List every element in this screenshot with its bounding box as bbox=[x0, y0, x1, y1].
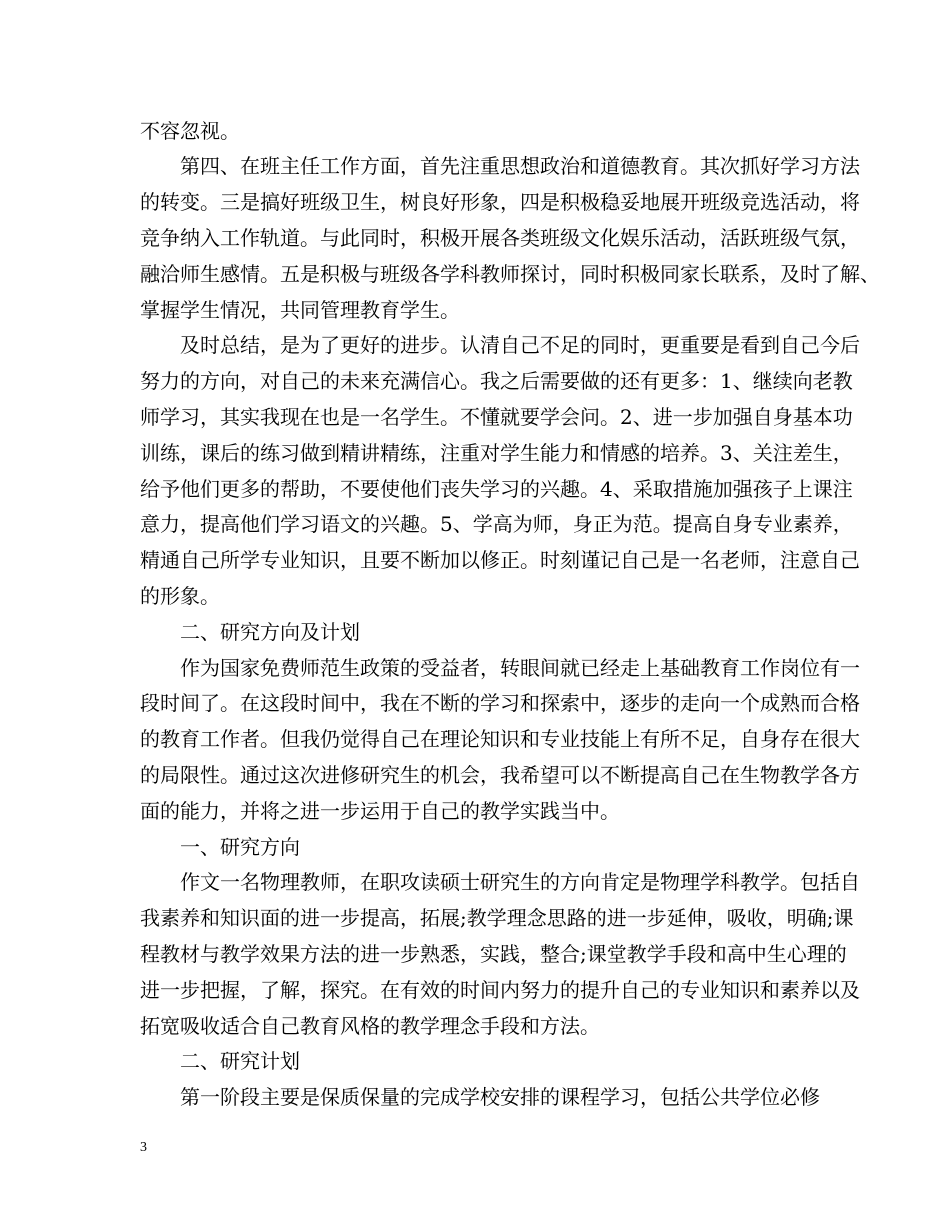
text-line: 师学习，其实我现在也是一名学生。不懂就要学会问。2、进一步加强自身基本功 bbox=[140, 405, 853, 429]
text-line: 及时总结，是为了更好的进步。认清自己不足的同时，更重要是看到自己今后 bbox=[180, 333, 860, 357]
text-line: 我素养和知识面的进一步提高，拓展;教学理念思路的进一步延伸，吸收，明确;课 bbox=[140, 906, 854, 930]
text-line: 的局限性。通过这次进修研究生的机会，我希望可以不断提高自己在生物教学各方 bbox=[140, 763, 860, 787]
text-line: 进一步把握，了解，探究。在有效的时间内努力的提升自己的专业知识和素养以及 bbox=[140, 978, 860, 1002]
text-line: 训练，课后的练习做到精讲精练，注重对学生能力和情感的培养。3、关注差生， bbox=[140, 441, 853, 465]
section-heading: 一、研究方向 bbox=[180, 835, 300, 859]
page-number: 3 bbox=[140, 1140, 147, 1155]
text-line: 第四、在班主任工作方面，首先注重思想政治和道德教育。其次抓好学习方法 bbox=[180, 154, 860, 178]
text-line: 第一阶段主要是保质保量的完成学校安排的课程学习，包括公共学位必修 bbox=[180, 1085, 820, 1109]
text-line: 面的能力，并将之进一步运用于自己的教学实践当中。 bbox=[140, 799, 620, 823]
text-line: 融洽师生感情。五是积极与班级各学科教师探讨，同时积极同家长联系，及时了解、 bbox=[140, 262, 880, 286]
text-line: 精通自己所学专业知识，且要不断加以修正。时刻谨记自己是一名老师，注意自己 bbox=[140, 548, 860, 572]
text-line: 的教育工作者。但我仍觉得自己在理论知识和专业技能上有所不足，自身存在很大 bbox=[140, 727, 860, 751]
text-line: 作为国家免费师范生政策的受益者，转眼间就已经走上基础教育工作岗位有一 bbox=[180, 656, 860, 680]
text-line: 段时间了。在这段时间中，我在不断的学习和探索中，逐步的走向一个成熟而合格 bbox=[140, 691, 860, 715]
text-line: 拓宽吸收适合自己教育风格的教学理念手段和方法。 bbox=[140, 1014, 600, 1038]
text-line: 竞争纳入工作轨道。与此同时，积极开展各类班级文化娱乐活动，活跃班级气氛， bbox=[140, 226, 860, 250]
text-line: 努力的方向，对自己的未来充满信心。我之后需要做的还有更多：1、继续向老教 bbox=[140, 369, 853, 393]
text-line: 的形象。 bbox=[140, 584, 220, 608]
text-line: 意力，提高他们学习语文的兴趣。5、学高为师，身正为范。提高自身专业素养， bbox=[140, 512, 853, 536]
text-line: 程教材与教学效果方法的进一步熟悉，实践，整合;课堂教学手段和高中生心理的 bbox=[140, 942, 847, 966]
section-heading: 二、研究方向及计划 bbox=[180, 620, 360, 644]
text-line: 掌握学生情况，共同管理教育学生。 bbox=[140, 298, 460, 322]
text-line: 给予他们更多的帮助，不要使他们丧失学习的兴趣。4、采取措施加强孩子上课注 bbox=[140, 477, 853, 501]
text-line: 作文一名物理教师，在职攻读硕士研究生的方向肯定是物理学科教学。包括自 bbox=[180, 870, 860, 894]
text-line: 的转变。三是搞好班级卫生，树良好形象，四是积极稳妥地展开班级竞选活动，将 bbox=[140, 190, 860, 214]
section-heading: 二、研究计划 bbox=[180, 1049, 300, 1073]
text-line: 不容忽视。 bbox=[140, 119, 240, 143]
